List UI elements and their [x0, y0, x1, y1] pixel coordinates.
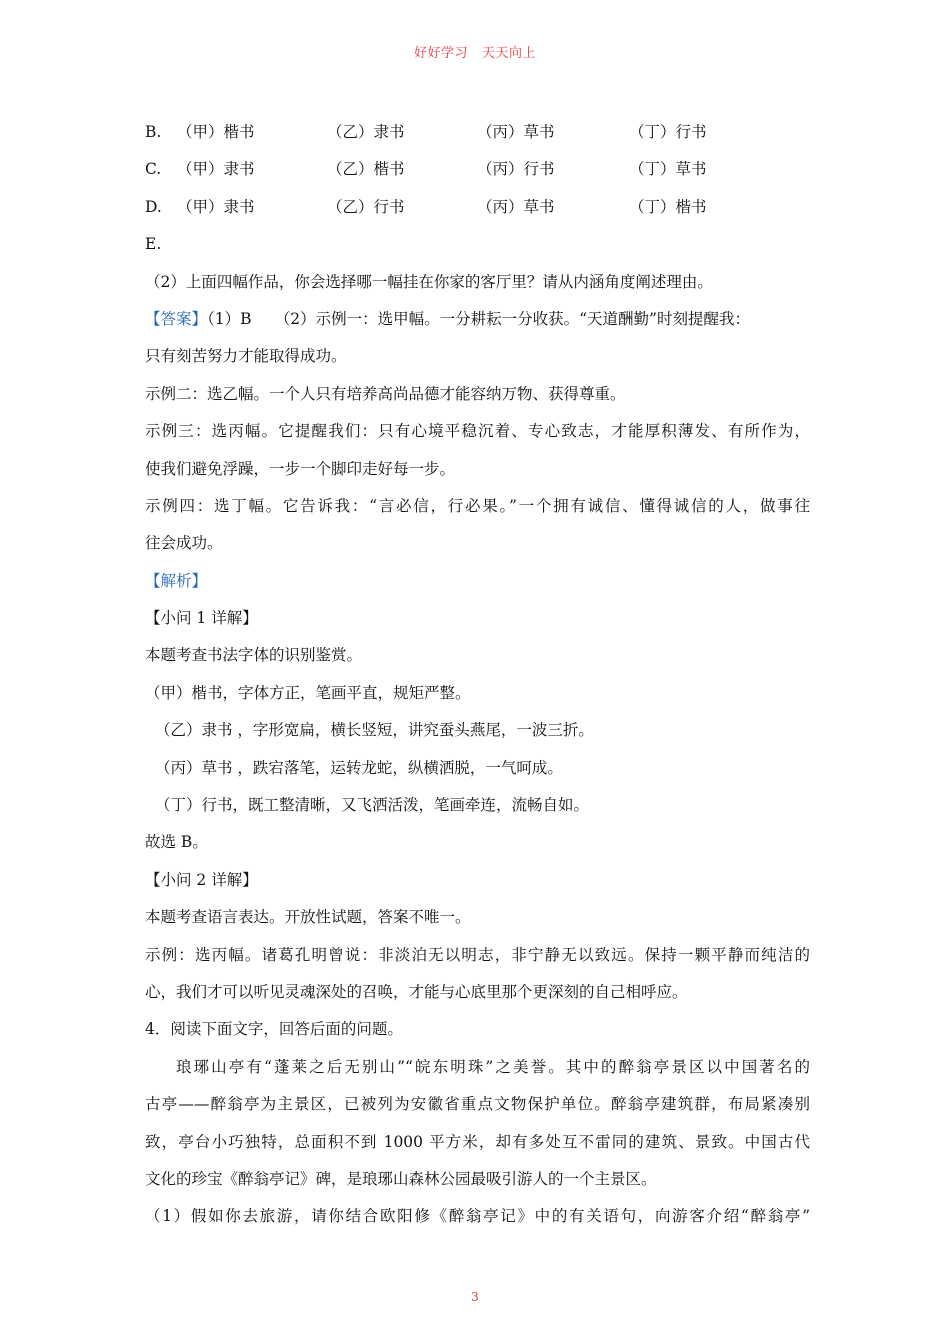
answer-line-1 — [145, 301, 810, 338]
document-body — [145, 114, 810, 1236]
passage-line-3: 致，亭台小巧独特，总面积不到 1000 平方米，却有多处互不雷同的建筑、景致。中国古代 — [145, 1132, 810, 1151]
analysis-ding: （丁）行书，既工整清晰，又飞洒活泼，笔画牵连，流畅自如。 — [155, 796, 590, 815]
option-jia: （甲）隶书 — [177, 160, 255, 179]
analysis-yi: （乙）隶书 ，字形宽扁，横长竖短，讲究蚕头燕尾，一波三折。 — [155, 721, 594, 740]
analysis-jia: （甲）楷书，字体方正，笔画平直，规矩严整。 — [145, 683, 471, 702]
header-right-text: 天天向上 — [482, 46, 537, 61]
analysis-tag: 【解析】 — [145, 571, 208, 590]
passage-line-1: 琅琊山亭有“蓬莱之后无别山”“皖东明珠”之美誉。其中的醉翁亭景区以中国著名的 — [176, 1057, 810, 1076]
option-yi: （乙）行书 — [327, 197, 405, 216]
option-ding: （丁）行书 — [629, 123, 707, 141]
option-bing: （丙）草书 — [477, 123, 555, 141]
sub-question-2-example-b: 心，我们才可以听见灵魂深处的召唤，才能与心底里那个更深刻的自己相呼应。 — [145, 982, 688, 1001]
answer-line-2: 只有刻苦努力才能取得成功。 — [145, 347, 347, 366]
sub-question-1-intro: 本题考查书法字体的识别鉴赏。 — [145, 646, 363, 665]
analysis-choose: 故选 B。 — [145, 833, 208, 852]
answer-example-3b: 使我们避免浮躁，一步一个脚印走好每一步。 — [145, 459, 456, 478]
option-row-d — [145, 189, 810, 226]
option-letter: D. — [145, 197, 162, 216]
option-row-b — [145, 114, 810, 151]
option-jia: （甲）隶书 — [177, 197, 255, 216]
question-4-title: 4．阅读下面文字，回答后面的问题。 — [145, 1020, 403, 1039]
option-bing: （丙）草书 — [477, 197, 555, 216]
answer-example-2: 示例二：选乙幅。一个人只有培养高尚品德才能容纳万物、获得尊重。 — [145, 384, 626, 403]
answer-example-4b: 往会成功。 — [145, 534, 223, 553]
question-2: （2）上面四幅作品，你会选择哪一幅挂在你家的客厅里？请从内涵角度阐述理由。 — [145, 272, 713, 291]
page-number: 3 — [471, 1290, 479, 1304]
option-yi: （乙）隶书 — [327, 123, 405, 141]
option-row-e: E. — [145, 235, 162, 254]
sub-question-2-intro: 本题考查语言表达。开放性试题，答案不唯一。 — [145, 908, 471, 927]
option-jia: （甲）楷书 — [177, 123, 255, 141]
option-letter: C. — [145, 160, 162, 179]
header-left-text: 好好学习 — [413, 46, 468, 61]
answer-example-3a: 示例三：选丙幅。它提醒我们：只有心境平稳沉着、专心致志，才能厚积薄发、有所作为， — [145, 422, 810, 441]
option-bing: （丙）行书 — [477, 160, 555, 179]
option-letter: B. — [145, 123, 162, 141]
option-ding: （丁）楷书 — [629, 197, 707, 216]
answer-tag: 【答案】 — [145, 309, 208, 328]
sub-question-2-title: 【小问 2 详解】 — [145, 870, 258, 889]
analysis-bing: （丙）草书 ，跌宕落笔，运转龙蛇，纵横洒脱，一气呵成。 — [155, 758, 563, 777]
page-header — [0, 42, 950, 61]
option-row-c — [145, 151, 810, 188]
passage-line-4: 文化的珍宝《醉翁亭记》碑，是琅琊山森林公园最吸引游人的一个主景区。 — [145, 1169, 657, 1188]
passage-line-2: 古亭——醉翁亭为主景区，已被列为安徽省重点文物保护单位。醉翁亭建筑群，布局紧凑别 — [145, 1095, 810, 1114]
sub-question-1-title: 【小问 1 详解】 — [145, 609, 258, 628]
option-ding: （丁）草书 — [629, 160, 707, 179]
question-4-sub-1: （1）假如你去旅游，请你结合欧阳修《醉翁亭记》中的有关语句，向游客介绍“醉翁亭” — [145, 1207, 810, 1226]
sub-question-2-example-a: 示例：选丙幅。诸葛孔明曾说：非淡泊无以明志，非宁静无以致远。保持一颗平静而纯洁的 — [145, 945, 810, 964]
option-yi: （乙）楷书 — [327, 160, 405, 179]
answer-text: （1）B （2）示例一：选甲幅。一分耕耘一分收获。“天道酬勤”时刻提醒我： — [207, 309, 750, 328]
answer-example-4a: 示例四：选丁幅。它告诉我：“言必信，行必果。”一个拥有诚信、懂得诚信的人，做事往 — [145, 496, 810, 515]
